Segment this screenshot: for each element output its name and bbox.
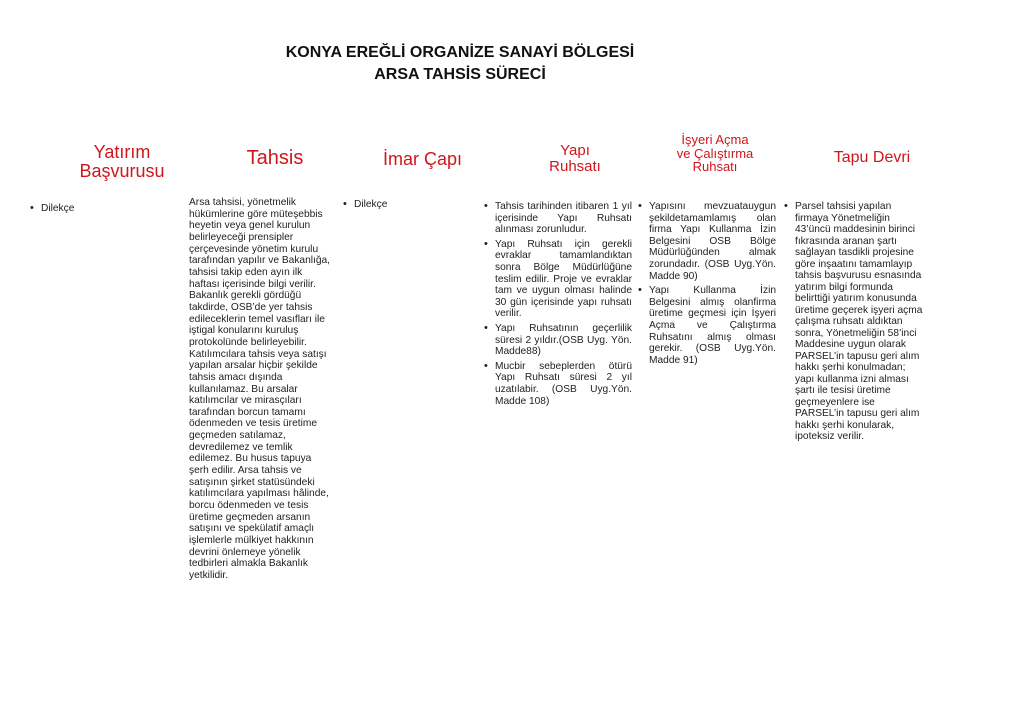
list-item: • Mucbir sebeplerden ötürü Yapı Ruhsatı süresi 2 yıl uzatılabir. (OSB Uyg.Yön. Madde 108) — [484, 361, 632, 407]
bullet-list — [638, 201, 776, 369]
list-item: • Tahsis tarihinden itibaren 1 yıl içerisinde Yapı Ruhsatı alınması zorunludur. — [484, 201, 632, 236]
heading-line: Yapı — [560, 142, 590, 159]
heading-line: Ruhsatı — [549, 157, 601, 175]
heading-line: ve Çalıştırma — [676, 145, 754, 161]
bullet-list — [30, 203, 170, 218]
list-item: • Parsel tahsisi yapılan firmaya Yönetmeliğin 43’üncü maddesinin birinci fıkrasında aranan şartı sağlayan tasdikli projesine göre inşaatını tamamlayıp tahsis başvurusu esnasında yatırım bilgi formunda belirttiği yatırım konusunda üretime geçerek işyeri açma çalışma ruhsatı aldıktan sonra, Yönetmeliğin 58’inci Maddesine uygun olarak PARSEL’in tapusu geri alım hakkı şerhi konulmadan; yapı kullanma izni alması şartı ile tesisi üretime geçmeyenlere ise PARSEL’in tapusu geri alım hakkı şerhi konularak, ipoteksiz verilir. — [784, 201, 926, 443]
bullet-list — [343, 199, 473, 214]
bullet-list — [484, 201, 632, 410]
column-heading — [660, 133, 770, 174]
list-item: • Yapısını mevzuatauygun şekildetamamlamış olan firma Yapı Kullanma İzin Belgesini OSB Bölge Müdürlüğünden almak zorundadır. (OSB Uyg.Yön. Madde 90) — [638, 201, 776, 282]
list-item: • Yapı Kullanma İzin Belgesini almış olanfirma üretime geçmesi için İşyeri Açma ve Çalıştırma Ruhsatını almış olması gerekir. (OSB Uyg.Yön. Madde 91) — [638, 285, 776, 366]
column-heading — [515, 143, 635, 175]
bullet-list — [784, 201, 926, 446]
list-item: • Yapı Ruhsatı için gerekli evraklar tamamlandıktan sonra Bölge Müdürlüğüne teslim edilir. Proje ve evraklar tam ve uygun olması halinde 30 gün içerisinde yapı ruhsatı verilir. — [484, 239, 632, 320]
heading-line: Yatırım — [93, 142, 151, 162]
column-heading — [42, 143, 202, 181]
list-item: • Yapı Ruhsatının geçerlilik süresi 2 yıldır.(OSB Uyg. Yön. Madde88) — [484, 323, 632, 358]
title-line-2: ARSA TAHSİS SÜRECİ — [374, 66, 546, 83]
column-heading — [350, 150, 495, 169]
heading-line: Tapu Devri — [833, 149, 911, 166]
column-heading — [205, 148, 345, 169]
heading-line: İmar Çapı — [382, 149, 463, 169]
heading-line: Tahsis — [246, 147, 304, 169]
title-line-1: KONYA EREĞLİ ORGANİZE SANAYİ BÖLGESİ — [285, 44, 635, 61]
tahsis-paragraph: Arsa tahsisi, yönetmelik hükümlerine göre müteşebbis heyetin veya genel kurulun belirleyeceği prensipler çerçevesinde yönetim kurulu tarafından yapılır ve Bakanlığa, tahsisi takip eden ayın ilk haftası içerisinde bilgi verilir. Bakanlık gerekli gördüğü takdirde, OSB’de yer tahsis edileceklerin temel vasıfları ile iştigal konularını kuruluş protokolünde belirleyebilir. Katılımcılara tahsis veya satışı yapılan arsalar hiçbir şekilde tahsis amacı dışında kullanılamaz. Bu arsalar katılımcılar ve mirasçıları tarafından borcun tamamı ödenmeden ve tesis üretime geçmeden satılamaz, devredilemez ve temlik edilemez. Bu husus tapuya şerh edilir. Arsa tahsis ve satışının şirket statüsündeki katılımcılara yapılması hâlinde, borcu ödenmeden ve tesis üretime geçmeden arsanın satışını ve spekülatif amaçlı işlemlerle mülkiyet hakkının devrini önlemeye yönelik tedbirleri almakla Bakanlık yetkilidir. — [189, 197, 331, 581]
heading-line: Başvurusu — [79, 160, 165, 181]
heading-line: Ruhsatı — [692, 159, 738, 175]
list-item: • Dilekçe — [343, 199, 473, 211]
column-heading — [808, 150, 936, 167]
heading-line: İşyeri Açma — [681, 132, 749, 147]
list-item: • Dilekçe — [30, 203, 170, 215]
document-title — [0, 42, 920, 86]
